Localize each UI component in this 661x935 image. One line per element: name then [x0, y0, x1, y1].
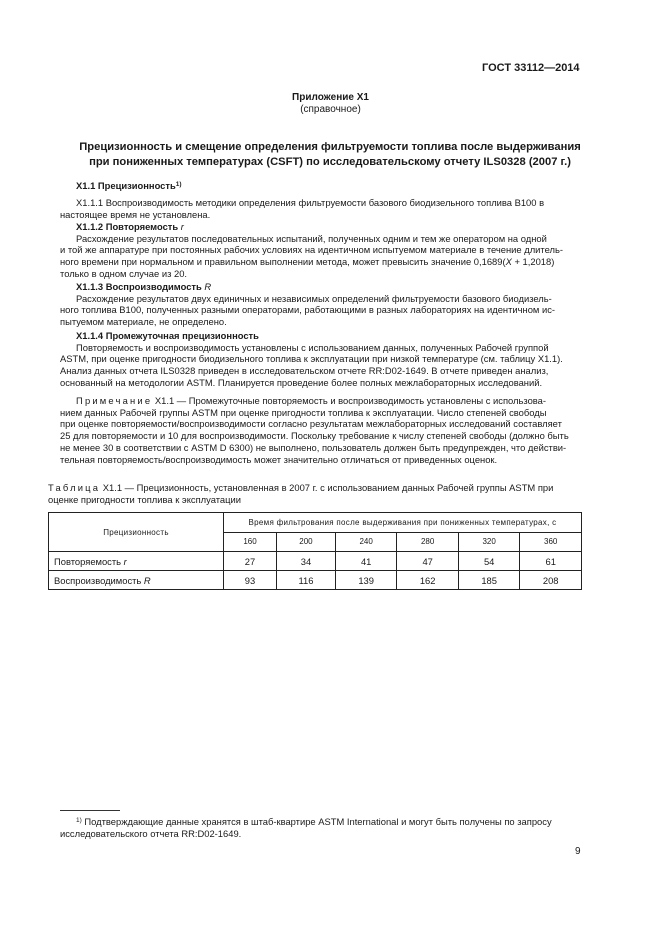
table-cell: 34: [277, 552, 336, 571]
footnote: [60, 816, 580, 839]
section-x1-1-heading: [60, 180, 580, 192]
table-row: [49, 552, 582, 571]
footnote-mark: 1): [76, 817, 82, 824]
section-heading: Х1.1.2 Повторяемость r: [76, 221, 184, 232]
annex-title: Приложение Х1: [292, 92, 369, 103]
note-line: при оценке повторяемости/воспроизводимости согласно результатам межлабораторных исследований составляет: [60, 418, 562, 430]
column-header: 280: [397, 532, 459, 552]
table-cell: 116: [277, 571, 336, 590]
table-cell: 185: [458, 571, 520, 590]
para-line: только в одном случае из 20.: [60, 267, 188, 279]
section-x1-1-1: [60, 197, 580, 220]
para-line: ного топлива В100, полученных разными операторами, работающими в разных лабораториях на идентичном ис-: [60, 304, 555, 316]
row-label: Воспроизводимость R: [49, 571, 224, 590]
footnote-ref: 1): [175, 181, 182, 188]
column-header: 160: [224, 532, 277, 552]
caption-line: Таблица Х1.1 — Прецизионность, установленная в 2007 г. с использованием данных Рабочей группы ASTM при: [48, 482, 554, 493]
column-header: 360: [520, 532, 582, 552]
para-line: Х1.1.1 Воспроизводимость методики определения фильтруемости базового биодизельного топлива В100 в: [76, 197, 545, 208]
para-line: ного времени при нормальном и правильном выполнении метода, может превысить значение 0,1689(X + 1,2018): [60, 256, 555, 268]
section-x1-1-4: [60, 330, 580, 389]
precision-table: [48, 512, 582, 590]
section-x1-1-3: [60, 281, 580, 328]
note-line: нием данных Рабочей группы ASTM при оценке пригодности топлива к эксплуатации. Число степеней свободы: [60, 406, 547, 418]
table-cell: 93: [224, 571, 277, 590]
column-header: 200: [277, 532, 336, 552]
table-group-header: Время фильтрования после выдерживания при пониженных температурах, с: [224, 513, 582, 533]
para-line: Расхождение результатов двух единичных и независимых определений фильтруемости базового биодизель-: [76, 292, 552, 304]
para-line: ASTM, при оценке пригодности биодизельного топлива к эксплуатации при низкой температуре (см. таблицу Х1.1).: [60, 353, 563, 365]
caption-line: оценке пригодности топлива к эксплуатации: [48, 493, 241, 505]
standard-number: ГОСТ 33112—2014: [482, 62, 580, 74]
table-cell: 54: [458, 552, 520, 571]
note-label: Примечание: [76, 395, 153, 406]
para-line: пытуемом материале, не определено.: [60, 316, 227, 328]
table-cell: 139: [335, 571, 397, 590]
caption-label: Таблица: [48, 482, 101, 493]
note-line: не менее 30 в соответствии с ASTM D 6300) не выполнено, пользователь должен быть предупрежден, что действи-: [60, 441, 567, 453]
table-cell: 47: [397, 552, 459, 571]
section-heading: Х1.1.3 Воспроизводимость R: [76, 281, 212, 292]
note-x1-1: [60, 395, 580, 465]
row-label: Повторяемость r: [49, 552, 224, 571]
note-line: 25 для повторяемости и 10 для воспроизводимости. Поскольку требование к числу степеней свободы (должно быть: [60, 430, 569, 442]
table-cell: 208: [520, 571, 582, 590]
section-heading: Х1.1.4 Промежуточная прецизионность: [76, 330, 259, 341]
para-line: настоящее время не установлена.: [60, 208, 211, 220]
title-line-2: при пониженных температурах (CSFT) по исследовательскому отчету ILS0328 (2007 г.): [89, 156, 571, 168]
document-title: [60, 140, 600, 170]
footnote-divider: [60, 810, 120, 811]
title-line-1: Прецизионность и смещение определения фильтруемости топлива после выдерживания: [79, 141, 581, 153]
table-cell: 27: [224, 552, 277, 571]
table-cell: 41: [335, 552, 397, 571]
page-number: 9: [575, 846, 581, 857]
column-header: 240: [335, 532, 397, 552]
para-line: Расхождение результатов последовательных испытаний, полученных одним и тем же оператором на одной: [76, 232, 547, 244]
para-line: Повторяемость и воспроизводимость установлены с использованием данных, полученных Рабочей группой: [76, 341, 549, 353]
note-line: Примечание Х1.1 — Промежуточные повторяемость и воспроизводимость установлены с использова-: [76, 395, 547, 406]
table-corner-header: Прецизионность: [49, 513, 224, 552]
section-heading-text: Х1.1 Прецизионность: [76, 180, 176, 191]
table-caption: [48, 482, 582, 505]
footnote-line: $^{1)}$ Подтверждающие данные хранятся в штаб-квартире ASTM International и могут быть получены по запросу: [76, 816, 552, 827]
table-cell: 61: [520, 552, 582, 571]
para-line: и той же аппаратуре при постоянных рабочих условиях на идентичном испытуемом материале в течение длитель-: [60, 244, 563, 256]
para-line: Анализ данных отчета ILS0328 приведен в исследовательском отчете RR:D02-1649. В отчете приведен анализ,: [60, 365, 549, 377]
note-line: тельная повторяемость/воспроизводимость может значительно отличаться от приведенных оценок.: [60, 453, 498, 465]
section-x1-1-2: [60, 221, 580, 280]
annex-subtitle: (справочное): [300, 104, 361, 115]
footnote-line: исследовательского отчета RR:D02-1649.: [60, 827, 242, 839]
table-cell: 162: [397, 571, 459, 590]
table-row: [49, 571, 582, 590]
column-header: 320: [458, 532, 520, 552]
para-line: основанный на методологии ASTM. Планируется проведение более полных межлабораторных исследований.: [60, 376, 543, 388]
